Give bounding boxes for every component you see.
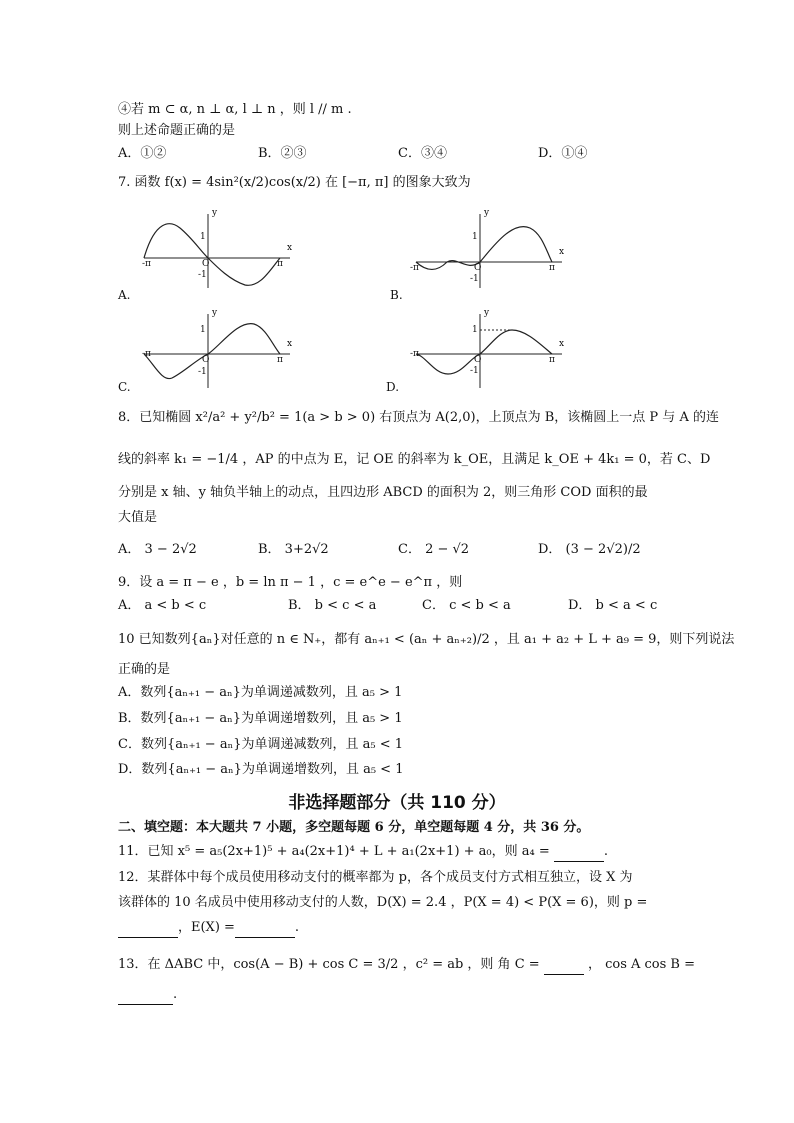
q13-cos-blank[interactable] <box>118 990 173 1005</box>
q9-option-c: C． c < b < a <box>422 598 511 613</box>
fill-instructions: 二、填空题：本大题共 7 小题，多空题每题 6 分，单空题每题 4 分，共 36 分。 <box>118 820 590 835</box>
graph-c <box>140 310 300 390</box>
graph-d-y: y <box>484 308 490 318</box>
graph-b-mpi: -π <box>410 263 419 273</box>
graph-b-tick-m1: -1 <box>470 274 479 284</box>
prop-4: ④若 m ⊂ α, n ⊥ α, l ⊥ n ，则 l // m . <box>118 102 352 117</box>
graph-a-pi: π <box>277 259 283 269</box>
graph-a-x: x <box>287 243 293 253</box>
q8-line-1: 8．已知椭圆 x²/a² + y²/b² = 1(a > b > 0) 右顶点为 A(2,0)，上顶点为 B，该椭圆上一点 P 与 A 的连 <box>118 410 719 425</box>
graph-c-origin: O <box>202 355 210 365</box>
graph-d <box>412 310 572 390</box>
section-title: 非选择题部分（共 110 分） <box>288 793 506 813</box>
q6-option-a: A．①② <box>118 146 167 161</box>
graph-d-tick-m1: -1 <box>470 366 479 376</box>
q12-line-1: 12．某群体中每个成员使用移动支付的概率都为 p，各个成员支付方式相互独立，设 X 为 <box>118 870 633 885</box>
q8-line-3: 分别是 x 轴、y 轴负半轴上的动点，且四边形 ABCD 的面积为 2，则三角形 COD 面积的最 <box>118 485 648 500</box>
graph-c-mpi: -π <box>142 349 151 359</box>
graph-a-label: A. <box>118 288 131 302</box>
q8-line-2: 线的斜率 k₁ = −1/4 ，AP 的中点为 E，记 OE 的斜率为 k_OE，且满足 k_OE + 4k₁ = 0，若 C、D <box>118 452 711 467</box>
q10-option-c: C．数列{aₙ₊₁ − aₙ}为单调递减数列，且 a₅ < 1 <box>118 737 403 752</box>
q13-line-1 <box>118 955 695 975</box>
graph-c-y: y <box>212 308 218 318</box>
q6-option-c: C．③④ <box>398 146 447 161</box>
graph-b-y: y <box>484 208 490 218</box>
graph-b-pi: π <box>549 263 555 273</box>
graph-b-label: B. <box>390 288 403 302</box>
graph-b-x: x <box>559 247 565 257</box>
q10-option-a: A．数列{aₙ₊₁ − aₙ}为单调递减数列，且 a₅ > 1 <box>118 685 403 700</box>
q11-text: 11．已知 x⁵ = a₅(2x+1)⁵ + a₄(2x+1)⁴ + L + a₁(2x+1) + a₀，则 a₄ = <box>118 844 550 859</box>
q12-p-blank[interactable] <box>118 923 178 938</box>
graph-b <box>412 210 572 290</box>
graph-c-label: C. <box>118 380 131 394</box>
graph-c-pi: π <box>277 355 283 365</box>
graph-a-mpi: -π <box>142 259 151 269</box>
q12-line-2: 该群体的 10 名成员中使用移动支付的人数，D(X) = 2.4 ，P(X = 4) < P(X = 6)，则 p = <box>118 895 648 910</box>
graph-a-tick-m1: -1 <box>198 270 207 280</box>
q8-option-c: C． 2 − √2 <box>398 542 470 557</box>
graph-c-tick-1: 1 <box>200 325 206 335</box>
q13-c-blank[interactable] <box>544 960 584 975</box>
graph-b-origin: O <box>474 263 482 273</box>
q10-option-b: B．数列{aₙ₊₁ − aₙ}为单调递增数列，且 a₅ > 1 <box>118 711 403 726</box>
graph-d-pi: π <box>549 355 555 365</box>
q9-option-b: B． b < c < a <box>288 598 377 613</box>
q6-option-d: D．①④ <box>538 146 588 161</box>
graph-d-label: D. <box>386 380 400 394</box>
q8-line-4: 大值是 <box>118 510 158 525</box>
q8-option-d: D． (3 − 2√2)/2 <box>538 542 641 557</box>
q11-answer-blank[interactable] <box>554 847 604 862</box>
graph-c-x: x <box>287 339 293 349</box>
graph-d-x: x <box>559 339 565 349</box>
q10-line-2: 正确的是 <box>118 662 171 677</box>
q8-option-a: A． 3 − 2√2 <box>118 542 197 557</box>
q9-option-d: D． b < a < c <box>568 598 658 613</box>
graph-a <box>140 210 300 290</box>
graph-a-origin: O <box>202 259 210 269</box>
q10-line-1: 10 已知数列{aₙ}对任意的 n ∈ N₊，都有 aₙ₊₁ < (aₙ + aₙ₊₂)/2 ，且 a₁ + a₂ + L + a₉ = 9，则下列说法 <box>118 632 735 647</box>
graph-b-tick-1: 1 <box>472 232 478 242</box>
graph-d-tick-1: 1 <box>472 325 478 335</box>
q6-stem: 则上述命题正确的是 <box>118 123 236 138</box>
q9-stem: 9．设 a = π − e ，b = ln π − 1 ，c = e^e − e^π ，则 <box>118 575 463 590</box>
q6-option-b: B．②③ <box>258 146 307 161</box>
graph-d-mpi: -π <box>410 349 419 359</box>
q13-text-2: ， cos A cos B = <box>587 957 696 972</box>
q12-line-3: ，E(X) = . <box>118 918 299 938</box>
graph-c-tick-m1: -1 <box>198 367 207 377</box>
q13-text: 13．在 ΔABC 中，cos(A − B) + cos C = 3/2 ，c² = ab ，则 角 C = <box>118 957 540 972</box>
q12-ex-blank[interactable] <box>235 923 295 938</box>
q11-stem: 11．已知 x⁵ = a₅(2x+1)⁵ + a₄(2x+1)⁴ + L + a₁(2x+1) + a₀，则 a₄ = . <box>118 842 608 862</box>
q7-stem: 7. 函数 f(x) = 4sin²(x/2)cos(x/2) 在 [−π, π] 的图象大致为 <box>118 175 471 190</box>
graph-a-tick-1: 1 <box>200 232 206 242</box>
graph-a-y: y <box>212 208 218 218</box>
graph-d-origin: O <box>474 355 482 365</box>
q12-ex-text: ，E(X) = <box>178 920 235 935</box>
q8-option-b: B． 3+2√2 <box>258 542 329 557</box>
q13-line-2: . <box>118 985 177 1005</box>
q9-option-a: A． a < b < c <box>118 598 207 613</box>
q10-option-d: D．数列{aₙ₊₁ − aₙ}为单调递增数列，且 a₅ < 1 <box>118 762 404 777</box>
